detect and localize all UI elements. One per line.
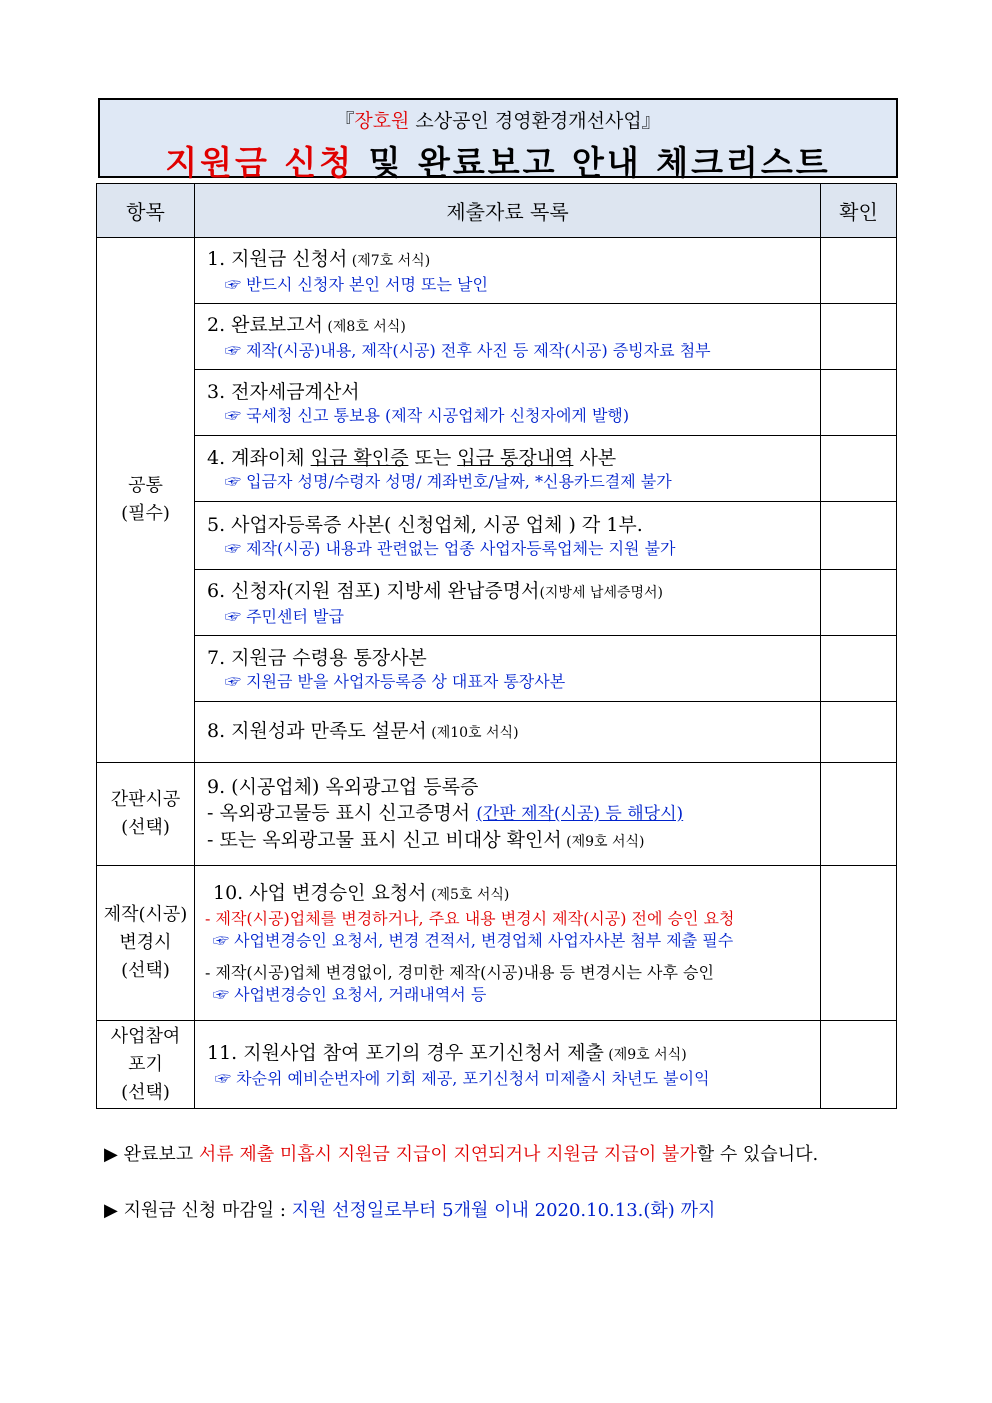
confirm-cell[interactable] — [821, 304, 897, 370]
item-1: 1. 지원금 신청서 (제7호 서식) ☞ 반드시 신청자 본인 서명 또는 날인 — [195, 238, 821, 304]
confirm-cell[interactable] — [821, 238, 897, 304]
item-8: 8. 지원성과 만족도 설문서 (제10호 서식) — [195, 702, 821, 763]
table-row — [97, 436, 897, 502]
confirm-cell[interactable] — [821, 636, 897, 702]
category-common: 공통 (필수) — [97, 238, 195, 763]
table-row — [97, 866, 897, 1021]
program-name: 『장호원 소상공인 경영환경개선사업』 — [335, 110, 661, 132]
confirm-cell[interactable] — [821, 370, 897, 436]
item-9: 9. (시공업체) 옥외광고업 등록증 - 옥외광고물등 표시 신고증명서 (간판 제작(시공) 등 해당시) - 또는 옥외광고물 표시 신고 비대상 확인서 (제9호 서식) — [195, 763, 821, 866]
table-row — [97, 238, 897, 304]
page-title: 지원금 신청 및 완료보고 안내 체크리스트 — [165, 143, 831, 182]
header-confirm: 확인 — [821, 184, 897, 238]
confirm-cell[interactable] — [821, 866, 897, 1021]
table-header-row — [97, 184, 897, 238]
table-row — [97, 502, 897, 570]
item-7: 7. 지원금 수령용 통장사본 ☞ 지원금 받을 사업자등록증 상 대표자 통장사본 — [195, 636, 821, 702]
confirm-cell[interactable] — [821, 763, 897, 866]
confirm-cell[interactable] — [821, 1021, 897, 1109]
category-withdraw: 사업참여 포기 (선택) — [97, 1021, 195, 1109]
header-category: 항목 — [97, 184, 195, 238]
table-row — [97, 304, 897, 370]
table-row — [97, 370, 897, 436]
table-row — [97, 763, 897, 866]
item-11: 11. 지원사업 참여 포기의 경우 포기신청서 제출 (제9호 서식) ☞ 차순위 예비순번자에 기회 제공, 포기신청서 미제출시 차년도 불이익 — [195, 1021, 821, 1109]
item-2: 2. 완료보고서 (제8호 서식) ☞ 제작(시공)내용, 제작(시공) 전후 사진 등 제작(시공) 증빙자료 첨부 — [195, 304, 821, 370]
title-box — [98, 98, 898, 182]
confirm-cell[interactable] — [821, 436, 897, 502]
category-change: 제작(시공) 변경시 (선택) — [97, 866, 195, 1021]
note-deadline: ▶ 지원금 신청 마감일 : 지원 선정일로부터 5개월 이내 2020.10.13.(화) 까지 — [104, 1200, 716, 1221]
table-row — [97, 702, 897, 763]
item-10: 10. 사업 변경승인 요청서 (제5호 서식) - 제작(시공)업체를 변경하거나, 주요 내용 변경시 제작(시공) 전에 승인 요청 ☞ 사업변경승인 요청서, 변경 견적서, 변경업체 사업자사본 첨부 제출 필수 - 제작(시공)업체 변경없이, 경미한 제작(시공)내용 등 변경시는 사후 승인 ☞ 사업변경승인 요청서, 거래내역서 등 — [195, 866, 821, 1021]
table-row — [97, 1021, 897, 1109]
confirm-cell[interactable] — [821, 570, 897, 636]
category-signage: 간판시공 (선택) — [97, 763, 195, 866]
item-6: 6. 신청자(지원 점포) 지방세 완납증명서(지방세 납세증명서) ☞ 주민센터 발급 — [195, 570, 821, 636]
checklist-table — [96, 183, 897, 1109]
confirm-cell[interactable] — [821, 502, 897, 570]
confirm-cell[interactable] — [821, 702, 897, 763]
item-4: 4. 계좌이체 입금 확인증 또는 입금 통장내역 사본 ☞ 입금자 성명/수령자 성명/ 계좌번호/날짜, *신용카드결제 불가 — [195, 436, 821, 502]
item-5: 5. 사업자등록증 사본( 신청업체, 시공 업체 ) 각 1부. ☞ 제작(시공) 내용과 관련없는 업종 사업자등록업체는 지원 불가 — [195, 502, 821, 570]
table-row — [97, 570, 897, 636]
note-report: ▶ 완료보고 서류 제출 미흡시 지원금 지급이 지연되거나 지원금 지급이 불가할 수 있습니다. — [104, 1144, 819, 1165]
header-documents: 제출자료 목록 — [195, 184, 821, 238]
table-row — [97, 636, 897, 702]
item-3: 3. 전자세금계산서 ☞ 국세청 신고 통보용 (제작 시공업체가 신청자에게 발행) — [195, 370, 821, 436]
